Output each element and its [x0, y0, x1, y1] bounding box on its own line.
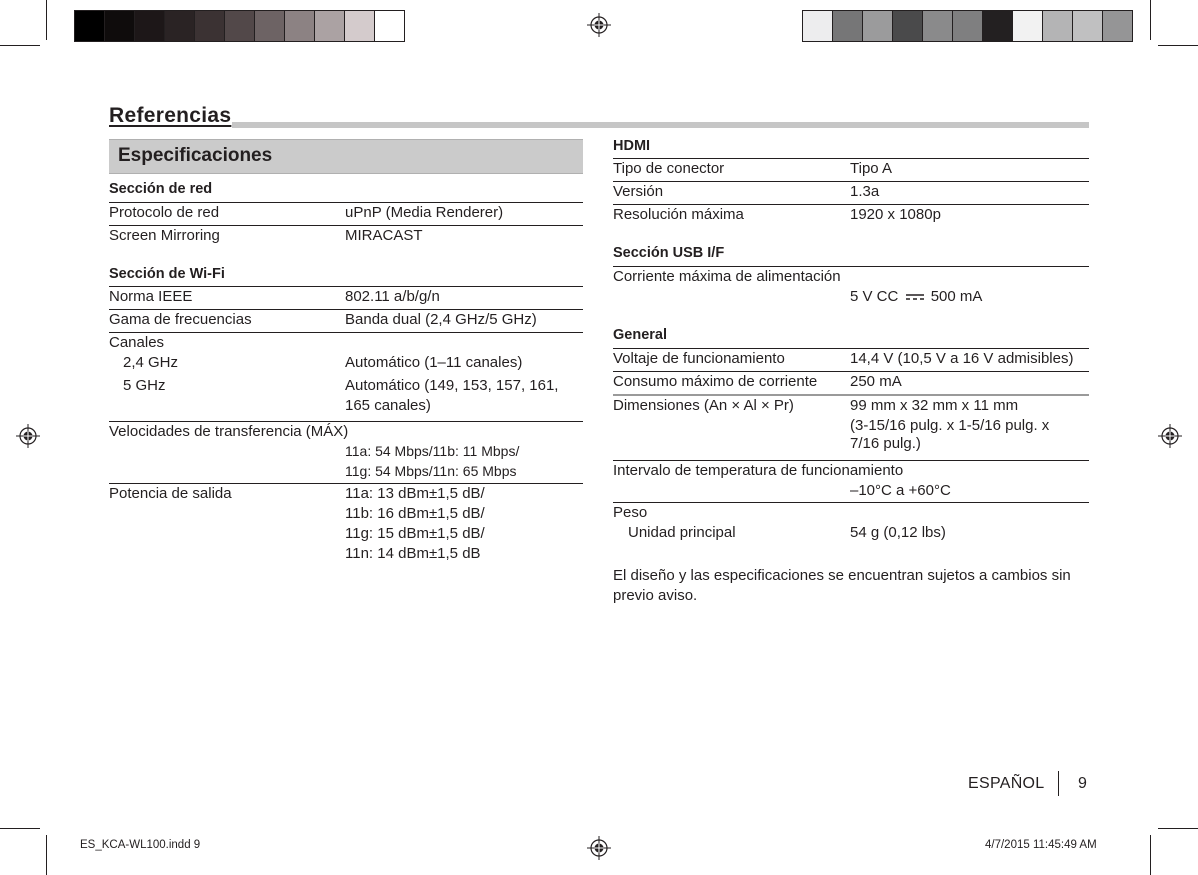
row-value: 250 mA — [850, 373, 902, 390]
footer-separator — [1058, 771, 1059, 796]
heading-hdmi: HDMI — [613, 138, 651, 154]
crop-mark — [1158, 45, 1198, 46]
row-label: Peso — [613, 504, 648, 521]
color-swatch — [863, 11, 893, 41]
registration-mark-icon — [587, 13, 611, 37]
color-swatch — [75, 11, 105, 41]
grayscale-color-bar-left — [74, 10, 405, 42]
crop-mark — [1150, 835, 1151, 875]
row-value: 14,4 V (10,5 V a 16 V admisibles) — [850, 350, 1074, 367]
crop-mark — [46, 835, 47, 875]
row-label: Potencia de salida — [109, 485, 232, 502]
row-value: 7/16 pulg.) — [850, 435, 921, 452]
row-value: 11a: 13 dBm±1,5 dB/ — [345, 485, 485, 502]
heading-wifi: Sección de Wi-Fi — [109, 266, 225, 282]
row-value: 54 g (0,12 lbs) — [850, 524, 946, 541]
color-swatch — [953, 11, 983, 41]
crop-mark — [1150, 0, 1151, 40]
row-label: Voltaje de funcionamiento — [613, 350, 785, 367]
row-value: 11b: 16 dBm±1,5 dB/ — [345, 505, 485, 522]
usb-voltage: 5 V CC — [850, 288, 899, 305]
color-swatch — [803, 11, 833, 41]
color-swatch — [255, 11, 285, 41]
row-value: Automático (149, 153, 157, 161, — [345, 377, 559, 394]
row-label: Tipo de conector — [613, 160, 725, 177]
row-label: Protocolo de red — [109, 204, 220, 221]
divider — [613, 502, 1089, 503]
page-title: Referencias — [109, 104, 232, 127]
crop-mark — [0, 45, 40, 46]
row-value: Banda dual (2,4 GHz/5 GHz) — [345, 311, 537, 328]
disclaimer-note: El diseño y las especificaciones se encuentran sujetos a cambios sin previo aviso. — [613, 567, 1071, 604]
color-swatch — [105, 11, 135, 41]
crop-mark — [0, 828, 40, 829]
color-swatch — [833, 11, 863, 41]
title-rule — [232, 122, 1089, 128]
row-label: Resolución máxima — [613, 206, 744, 223]
color-swatch — [1073, 11, 1103, 41]
row-value: 11a: 54 Mbps/11b: 11 Mbps/ — [345, 443, 520, 459]
registration-mark-icon — [587, 836, 611, 860]
registration-mark-icon — [1158, 424, 1182, 448]
color-swatch — [375, 11, 404, 41]
row-label: Canales — [109, 334, 165, 351]
row-value: 11g: 15 dBm±1,5 dB/ — [345, 525, 485, 542]
page-number: 9 — [1078, 775, 1087, 792]
color-swatch — [345, 11, 375, 41]
row-value: 99 mm x 32 mm x 11 mm — [850, 397, 1019, 414]
row-label: Gama de frecuencias — [109, 311, 252, 328]
color-swatch — [165, 11, 195, 41]
row-label: Norma IEEE — [109, 288, 193, 305]
row-sublabel: 5 GHz — [123, 377, 166, 394]
registration-mark-icon — [16, 424, 40, 448]
color-swatch — [1103, 11, 1132, 41]
row-label: Intervalo de temperatura de funcionamiento — [613, 462, 904, 479]
row-value: MIRACAST — [345, 227, 423, 244]
divider — [109, 332, 583, 333]
crop-mark — [1158, 828, 1198, 829]
section-banner-title: Especificaciones — [118, 145, 273, 166]
row-label: Consumo máximo de corriente — [613, 373, 818, 390]
heading-general: General — [613, 327, 667, 343]
row-value — [850, 287, 982, 306]
heading-network: Sección de red — [109, 181, 213, 197]
slug-filename: ES_KCA-WL100.indd 9 — [80, 839, 201, 851]
color-swatch — [1043, 11, 1073, 41]
row-sublabel: Unidad principal — [628, 524, 736, 541]
row-value: –10°C a +60°C — [850, 482, 951, 499]
row-value: 165 canales) — [345, 397, 431, 414]
color-swatch — [1013, 11, 1043, 41]
row-label: Corriente máxima de alimentación — [613, 268, 841, 285]
row-value: 11n: 14 dBm±1,5 dB — [345, 545, 481, 562]
row-value: 11g: 54 Mbps/11n: 65 Mbps — [345, 463, 517, 479]
row-label: Screen Mirroring — [109, 227, 220, 244]
color-swatch — [285, 11, 315, 41]
row-value: uPnP (Media Renderer) — [345, 204, 504, 221]
heading-usb: Sección USB I/F — [613, 245, 725, 261]
row-value: (3-15/16 pulg. x 1-5/16 pulg. x — [850, 417, 1050, 434]
section-banner — [109, 139, 583, 174]
row-sublabel: 2,4 GHz — [123, 354, 179, 371]
language-label: ESPAÑOL — [968, 775, 1045, 792]
row-label: Velocidades de transferencia (MÁX) — [109, 423, 349, 440]
row-value: 1920 x 1080p — [850, 206, 941, 223]
color-swatch — [893, 11, 923, 41]
row-value: Automático (1–11 canales) — [345, 354, 523, 371]
slug-timestamp: 4/7/2015 11:45:49 AM — [985, 839, 1097, 851]
color-swatch — [225, 11, 255, 41]
row-value: Tipo A — [850, 160, 892, 177]
grayscale-color-bar-right — [802, 10, 1133, 42]
row-label: Versión — [613, 183, 664, 200]
color-swatch — [983, 11, 1013, 41]
color-swatch — [135, 11, 165, 41]
row-value: 1.3a — [850, 183, 880, 200]
usb-current: 500 mA — [930, 288, 983, 305]
row-value: 802.11 a/b/g/n — [345, 288, 440, 305]
dc-symbol-icon — [905, 292, 925, 302]
crop-mark — [46, 0, 47, 40]
color-swatch — [195, 11, 225, 41]
color-swatch — [923, 11, 953, 41]
row-label: Dimensiones (An × Al × Pr) — [613, 397, 794, 414]
color-swatch — [315, 11, 345, 41]
